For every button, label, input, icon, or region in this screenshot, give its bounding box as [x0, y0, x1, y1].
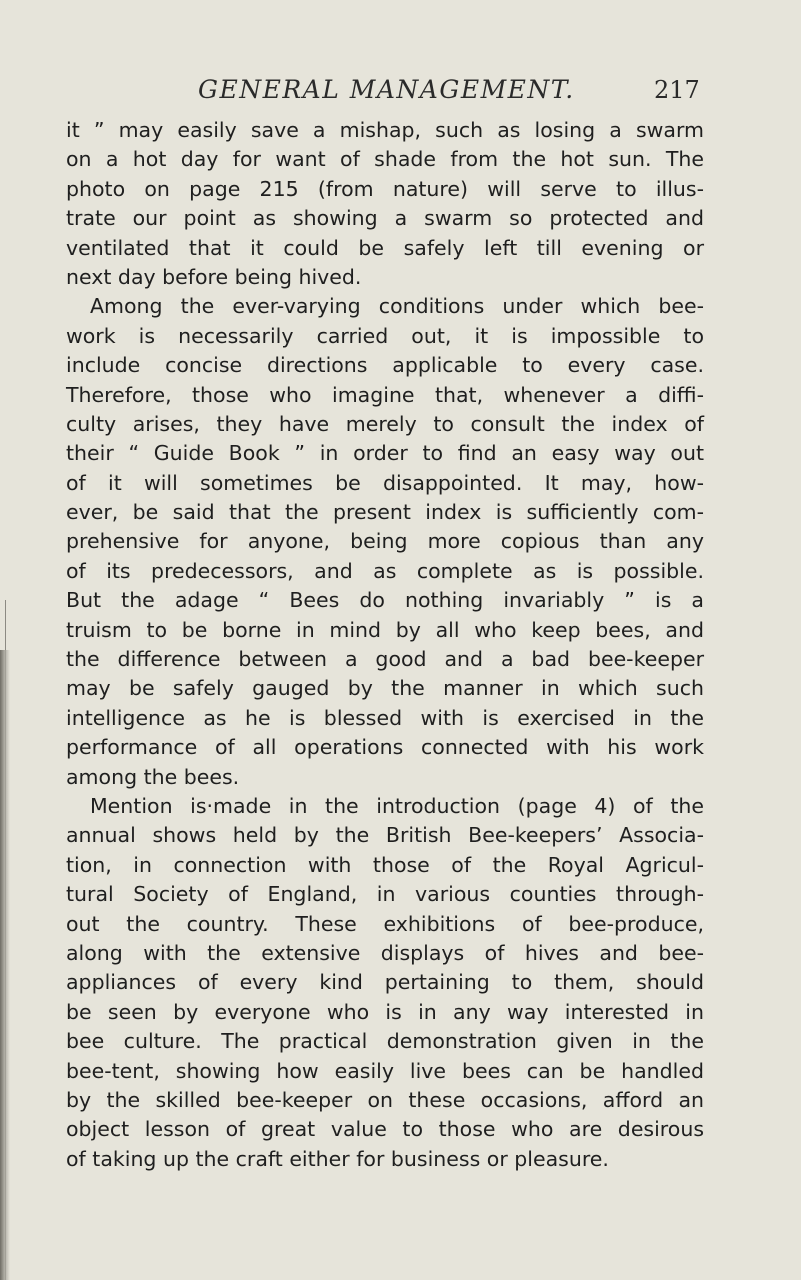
paragraph-first-line: Among the ever-varying conditions under which bee-	[90, 294, 704, 319]
text-line: tural Society of England, in various counties through-	[66, 882, 704, 907]
text-line: annual shows held by the British Bee-keepers’ Associa-	[66, 823, 704, 848]
text-line: trate our point as showing a swarm so protected and	[66, 206, 704, 231]
text-line: it ” may easily save a mishap, such as losing a swarm	[66, 118, 704, 142]
text-line: ever, be said that the present index is sufficiently com-	[66, 500, 704, 525]
text-line: may be safely gauged by the manner in which such	[66, 676, 704, 701]
text-line: appliances of every kind pertaining to them, should	[66, 970, 704, 995]
text-line: Therefore, those who imagine that, whenever a diffi-	[66, 382, 704, 407]
text-line: the difference between a good and a bad bee-keeper	[66, 647, 704, 672]
text-line: tion, in connection with those of the Royal Agricul-	[66, 852, 704, 877]
text-line: bee culture. The practical demonstration given in the	[66, 1029, 704, 1054]
text-line: bee-tent, showing how easily live bees can be handled	[66, 1058, 704, 1083]
text-line: of its predecessors, and as complete as is possible.	[66, 558, 704, 583]
text-line: ventilated that it could be safely left till evening or	[66, 235, 704, 260]
text-line: on a hot day for want of shade from the hot sun. The	[66, 147, 704, 172]
text-line: their “ Guide Book ” in order to find an easy way out	[66, 441, 704, 466]
text-line: by the skilled bee-keeper on these occasions, afford an	[66, 1087, 704, 1112]
text-line: intelligence as he is blessed with is exercised in the	[66, 705, 704, 730]
text-line: be seen by everyone who is in any way interested in	[66, 999, 704, 1024]
text-line: But the adage “ Bees do nothing invariably ” is a	[66, 588, 704, 613]
text-line: photo on page 215 (from nature) will serve to illus-	[66, 176, 704, 201]
page-gutter-shadow	[0, 650, 10, 1280]
running-head: GENERAL MANAGEMENT.	[198, 75, 575, 104]
page-number: 217	[654, 76, 700, 104]
text-line: along with the extensive displays of hives and bee-	[66, 940, 704, 965]
body-text	[66, 116, 704, 1174]
text-line: performance of all operations connected with his work	[66, 735, 704, 760]
text-line: among the bees.	[66, 764, 240, 789]
text-line: include concise directions applicable to every case.	[66, 353, 704, 378]
text-line: truism to be borne in mind by all who keep bees, and	[66, 617, 704, 642]
text-line: prehensive for anyone, being more copious than any	[66, 529, 704, 554]
page-header	[0, 75, 801, 115]
text-line: object lesson of great value to those who are desirous	[66, 1117, 704, 1142]
text-line: out the country. These exhibitions of bee-produce,	[66, 911, 704, 936]
paragraph-first-line: Mention is·made in the introduction (page 4) of the	[90, 793, 704, 818]
text-line: of it will sometimes be disappointed. It may, how-	[66, 470, 704, 495]
text-line: work is necessarily carried out, it is impossible to	[66, 323, 704, 348]
text-line: culty arises, they have merely to consult the index of	[66, 411, 704, 436]
text-line: next day before being hived.	[66, 264, 362, 289]
text-line: of taking up the craft either for business or pleasure.	[66, 1146, 609, 1171]
